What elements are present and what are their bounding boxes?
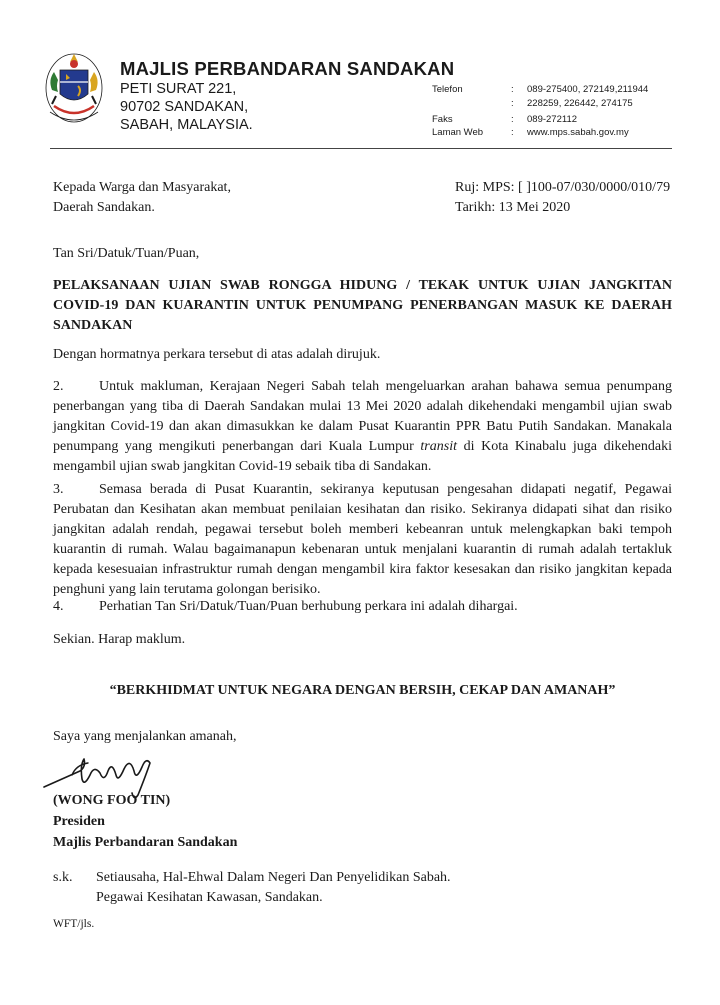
- paragraph-number: 2.: [53, 379, 64, 394]
- signatory-block: [53, 790, 237, 853]
- municipal-crest-icon: [44, 50, 104, 126]
- file-reference: WFT/jls.: [53, 918, 95, 930]
- paragraph-4: [53, 597, 672, 617]
- paragraph-number: 4.: [53, 599, 64, 614]
- paragraph-number: 3.: [53, 482, 64, 497]
- contact-label-fax: Faks: [432, 114, 453, 125]
- contact-colon: :: [511, 114, 514, 125]
- cc-item: Setiausaha, Hal-Ehwal Dalam Negeri Dan Penyelidikan Sabah.: [96, 870, 451, 885]
- contact-colon: :: [511, 127, 514, 138]
- opening-line: Dengan hormatnya perkara tersebut di atas adalah dirujuk.: [53, 347, 381, 362]
- contact-fax: 089-272112: [527, 114, 578, 125]
- salutation: Tan Sri/Datuk/Tuan/Puan,: [53, 246, 200, 261]
- signatory-organisation: Majlis Perbandaran Sandakan: [53, 835, 238, 850]
- closing-line: Sekian. Harap maklum.: [53, 632, 186, 647]
- cc-item: Pegawai Kesihatan Kawasan, Sandakan.: [96, 890, 323, 905]
- contact-website: www.mps.sabah.gov.my: [527, 127, 629, 138]
- address-line: 90702 SANDAKAN,: [120, 99, 249, 115]
- reference-block: [455, 178, 670, 218]
- paragraph-text: Untuk makluman, Kerajaan Negeri Sabah telah mengeluarkan arahan bahawa semua penumpang penerbangan yang tiba di Daerah Sandakan mulai 13 Mei 2020 adalah dikehendaki mengambil ujian swab jangkitan Covid-19 dan akan dimasukkan ke dalam Pusat Kuarantin PPR Batu Putih Sandakan. Manakala penumpang yang mengikuti penerbangan dari Kuala Lumpur: [53, 379, 672, 454]
- contact-colon: :: [511, 84, 514, 95]
- trust-line: Saya yang menjalankan amanah,: [53, 729, 237, 744]
- reference-number: Ruj: MPS: [ ]100-07/030/0000/010/79: [455, 180, 671, 195]
- paragraph-3: [53, 480, 672, 600]
- address-line: SABAH, MALAYSIA.: [120, 117, 253, 133]
- cc-list: [96, 868, 451, 908]
- contact-phone-2: 228259, 226442, 274175: [527, 98, 633, 109]
- letter-date: Tarikh: 13 Mei 2020: [455, 200, 571, 215]
- header-divider: [50, 148, 672, 149]
- recipient-block: [53, 178, 231, 218]
- signatory-title: Presiden: [53, 814, 105, 829]
- signatory-name: (WONG FOO TIN): [53, 793, 171, 808]
- organisation-name: MAJLIS PERBANDARAN SANDAKAN: [120, 58, 455, 79]
- recipient-line: Kepada Warga dan Masyarakat,: [53, 180, 231, 195]
- recipient-line: Daerah Sandakan.: [53, 200, 155, 215]
- paragraph-emphasis: transit: [420, 439, 457, 454]
- paragraph-text: Semasa berada di Pusat Kuarantin, sekiranya keputusan pengesahan didapati negatif, Pegawai Perubatan dan Kesihatan akan membuat penilaian kesihatan dan risiko. Sekiranya didapati sihat dan risiko jangkitan adalah rendah, pegawai tersebut boleh memberi kebeanran untuk melengkapkan baki tempoh kuarantin di rumah. Walau bagaimanapun kebenaran untuk menjalani kuarantin di rumah adalah tertakluk kepada kesesuaian infrastruktur rumah dengan mengambil kira faktor kesesakan dan risiko jangkitan kepada penghuni yang lain terutama golongan berisiko.: [53, 482, 672, 597]
- cc-label: s.k.: [53, 870, 73, 885]
- paragraph-text: Perhatian Tan Sri/Datuk/Tuan/Puan berhubung perkara ini adalah dihargai.: [99, 599, 518, 614]
- contact-label-web: Laman Web: [432, 127, 484, 138]
- paragraph-2: [53, 377, 672, 477]
- contact-phone: 089-275400, 272149,211944: [527, 84, 649, 95]
- paragraph-text: di Kota Kinabalu juga dikehendaki mengambil ujian swab jangkitan Covid-19 sebaik tiba di Sandakan.: [53, 439, 672, 474]
- contact-colon: :: [511, 98, 514, 109]
- motto: “BERKHIDMAT UNTUK NEGARA DENGAN BERSIH, CEKAP DAN AMANAH”: [109, 683, 616, 698]
- letter-subject: PELAKSANAAN UJIAN SWAB RONGGA HIDUNG / TEKAK UNTUK UJIAN JANGKITAN COVID-19 DAN KUARANTIN UNTUK PENUMPANG PENERBANGAN MASUK KE DAERAH SANDAKAN: [53, 278, 672, 333]
- contact-label-phone: Telefon: [432, 84, 463, 95]
- address-line: PETI SURAT 221,: [120, 81, 237, 97]
